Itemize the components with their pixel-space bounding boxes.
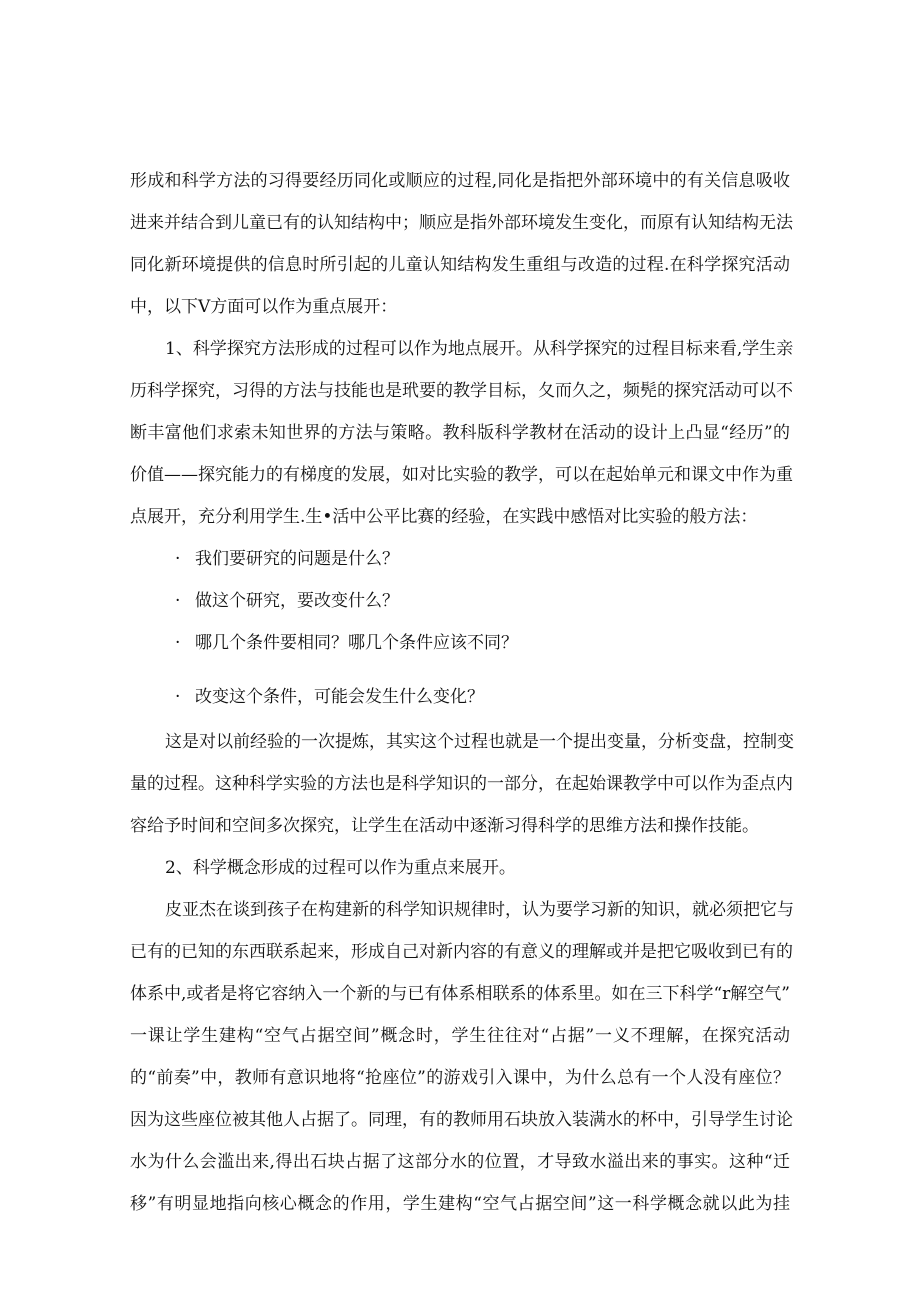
list-item <box>175 590 399 612</box>
list-item-text: 我们要研究的问题是什么？ <box>195 549 399 569</box>
paragraph-5-line-6: 因为这些座位被其他人占据了。同理，有的教师用石块放入装满水的杯中，引导学生讨论 <box>130 1110 793 1130</box>
list-item <box>175 686 484 708</box>
paragraph-3-line-2: 量的过程。这种科学实验的方法也是科学知识的一部分，在起始课教学中可以作为歪点内 <box>130 774 793 794</box>
list-item <box>175 632 518 654</box>
paragraph-1-line-4: 中，以下V方面可以作为重点展开： <box>130 297 398 317</box>
paragraph-5-line-4: 一课让学生建构“空气占据空间”概念时，学生往往对“占据”一义不理解，在探究活动 <box>130 1026 790 1046</box>
paragraph-1-line-3: 同化新环境提供的信息时所引起的儿童认知结构发生重组与改造的过程.在科学探究活动 <box>130 255 790 275</box>
paragraph-5-line-3: 体系中,或者是将它容纳入一个新的与已有体系相联系的体系里。如在三下科学“r解空气” <box>130 984 790 1004</box>
list-item <box>175 548 399 570</box>
paragraph-5-line-2: 已有的已知的东西联系起来，形成自己对新内容的有意义的理解或并是把它吸收到已有的 <box>130 942 793 962</box>
paragraph-2-line-1: 1、科学探究方法形成的过程可以作为地点展开。从科学探究的过程目标来看,学生亲 <box>165 339 794 359</box>
paragraph-1-line-2: 进来并结合到儿童已有的认知结构中；顺应是指外部环境发生变化，而原有认知结构无法 <box>130 213 793 233</box>
list-item-text: 做这个研究，要改变什么？ <box>195 591 399 611</box>
paragraph-3-line-1: 这是对以前经验的一次提炼，其实这个过程也就是一个提出变量，分析变盘，控制变 <box>165 732 794 752</box>
bullet-icon: · <box>175 549 181 569</box>
list-item-text: 哪几个条件要相同？哪几个条件应该不同？ <box>195 633 518 653</box>
paragraph-2-line-2: 历科学探究，习得的方法与技能也是玳要的教学目标，夂而久之，频髡的探究活动可以不 <box>130 381 793 401</box>
paragraph-1-line-1: 形成和科学方法的习得要经历同化或顺应的过程,同化是指把外部环境中的有关信息吸收 <box>130 171 790 191</box>
paragraph-2-line-5: 点展开，充分利用学生.生•活中公平比赛的经验，在实践中感悟对比实验的般方法： <box>130 507 758 527</box>
paragraph-5-line-7: 水为什么会滥出来,得出石块占据了这部分水的位置，才导致水溢出来的事实。这种“迁 <box>130 1152 790 1172</box>
bullet-icon: · <box>175 591 181 611</box>
paragraph-4-line-1: 2、科学概念形成的过程可以作为重点来展开。 <box>165 858 516 878</box>
paragraph-2-line-3: 断丰富他们求索未知世界的方法与策略。教科版科学教材在活动的设计上凸显“经历”的 <box>130 423 790 443</box>
bullet-icon: · <box>175 633 181 653</box>
paragraph-3-line-3: 容给予时间和空间多次探究，让学生在活动中逐渐习得科学的思维方法和操作技能。 <box>130 816 759 836</box>
paragraph-2-line-4: 价值——探究能力的有梯度的发展，如对比实验的教学，可以在起始单元和课文中作为重 <box>130 465 793 485</box>
paragraph-5-line-8: 移”有明显地指向核心概念的作用，学生建构“空气占据空间”这一科学概念就以此为挂 <box>130 1194 790 1214</box>
paragraph-5-line-5: 的“前奏”中，教师有意识地将“抢座位”的游戏引入课中，为什么总有一个人没有座位？ <box>130 1068 790 1088</box>
paragraph-5-line-1: 皮亚杰在谈到孩子在构建新的科学知识规律时，认为要学习新的知识，就必须把它与 <box>165 900 794 920</box>
list-item-text: 改变这个条件，可能会发生什么变化？ <box>195 687 484 707</box>
bullet-icon: · <box>175 687 181 707</box>
